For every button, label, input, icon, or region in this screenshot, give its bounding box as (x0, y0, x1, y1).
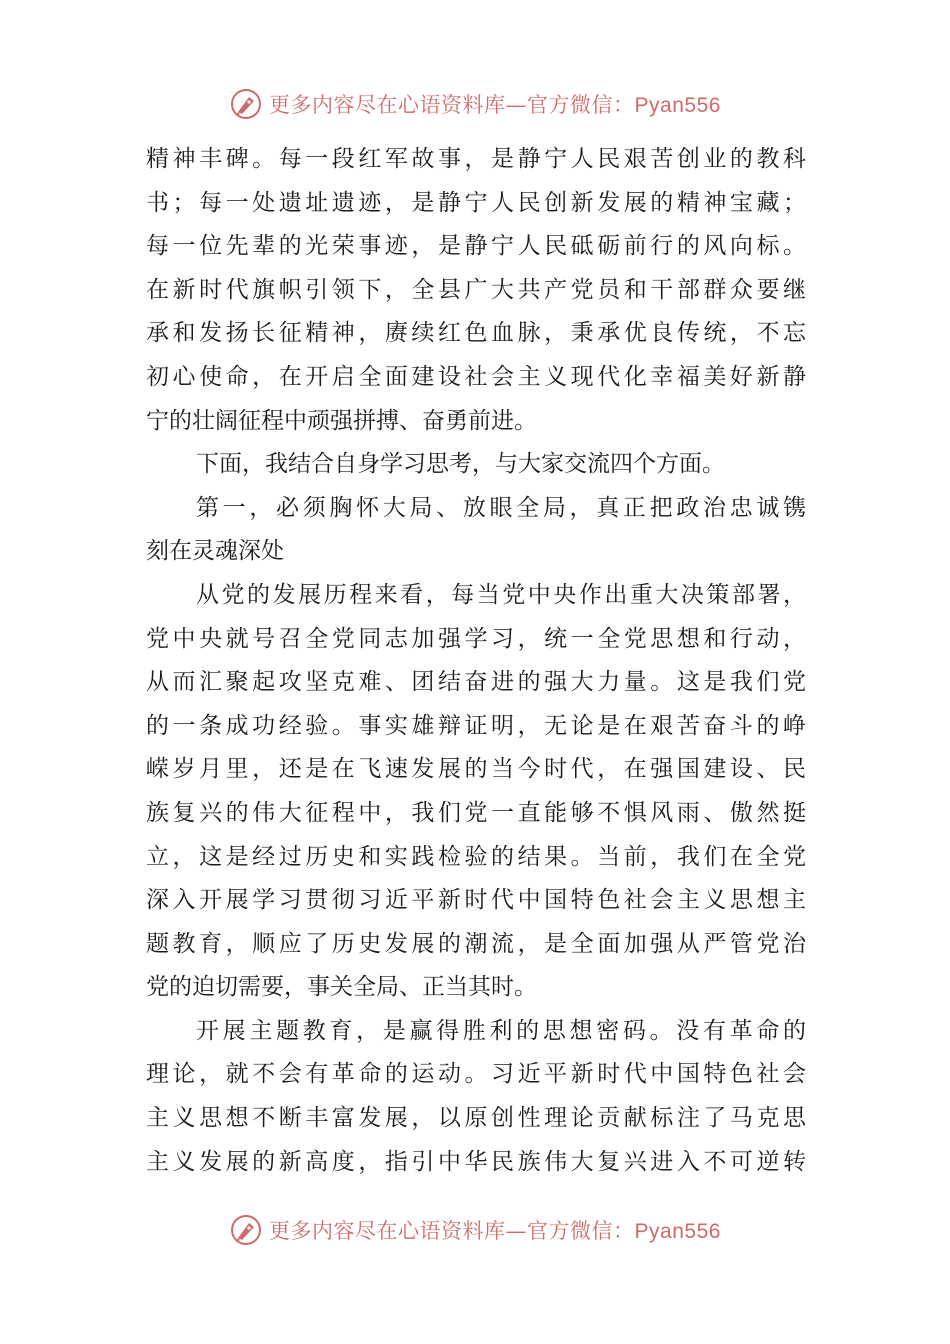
text-line: 下面，我结合自身学习思考，与大家交流四个方面。 (196, 451, 725, 478)
watermark-text: 更多内容尽在心语资料库—官方微信：Pyan556 (269, 93, 721, 117)
text-line: 在新时代旗帜引领下，全县广大共产党员和干部群众要继 (146, 276, 806, 303)
section-heading-line: 刻在灵魂深处 (146, 538, 284, 565)
watermark-text: 更多内容尽在心语资料库—官方微信：Pyan556 (269, 1219, 721, 1243)
text-line: 主义思想不断丰富发展，以原创性理论贡献标注了马克思 (146, 1105, 806, 1132)
text-line: 党中央就号召全党同志加强学习，统一全党思想和行动， (146, 625, 806, 652)
text-line: 主义发展的新高度，指引中华民族伟大复兴进入不可逆转 (146, 1148, 806, 1175)
section-heading-line: 第一，必须胸怀大局、放眼全局，真正把政治忠诚镌 (196, 494, 806, 521)
text-line: 初心使命，在开启全面建设社会主义现代化幸福美好新静 (146, 363, 806, 390)
text-line: 承和发扬长征精神，赓续红色血脉，秉承优良传统，不忘 (146, 320, 806, 347)
text-line: 每一位先辈的光荣事迹，是静宁人民砥砺前行的风向标。 (146, 233, 806, 260)
watermark-handle: Pyan556 (634, 94, 721, 117)
text-line: 立，这是经过历史和实践检验的结果。当前，我们在全党 (146, 843, 806, 870)
text-line: 书；每一处遗址遗迹，是静宁人民创新发展的精神宝藏； (146, 189, 806, 216)
text-line: 从而汇聚起攻坚克难、团结奋进的强大力量。这是我们党 (146, 669, 806, 696)
pen-nib-icon (229, 87, 263, 121)
text-line: 从党的发展历程来看，每当党中央作出重大决策部署， (196, 581, 806, 608)
document-body (146, 138, 806, 1184)
text-line: 的一条成功经验。事实雄辩证明，无论是在艰苦奋斗的峥 (146, 712, 806, 739)
text-line: 精神丰碑。每一段红军故事，是静宁人民艰苦创业的教科 (146, 146, 806, 172)
pen-nib-icon (229, 1213, 263, 1247)
footer-watermark (0, 1210, 950, 1250)
text-line: 嵘岁月里，还是在飞速发展的当今时代，在强国建设、民 (146, 756, 806, 783)
watermark-handle: Pyan556 (634, 1220, 721, 1243)
header-watermark (0, 84, 950, 124)
text-line: 宁的壮阔征程中顽强拼搏、奋勇前进。 (146, 407, 537, 434)
text-line: 理论，就不会有革命的运动。习近平新时代中国特色社会 (146, 1061, 806, 1088)
text-line: 族复兴的伟大征程中，我们党一直能够不惧风雨、傲然挺 (146, 799, 806, 826)
text-line: 题教育，顺应了历史发展的潮流，是全面加强从严管党治 (146, 930, 806, 957)
text-line: 党的迫切需要，事关全局、正当其时。 (146, 974, 537, 1001)
text-line: 深入开展学习贯彻习近平新时代中国特色社会主义思想主 (146, 887, 806, 914)
text-line: 开展主题教育，是赢得胜利的思想密码。没有革命的 (196, 1017, 806, 1044)
